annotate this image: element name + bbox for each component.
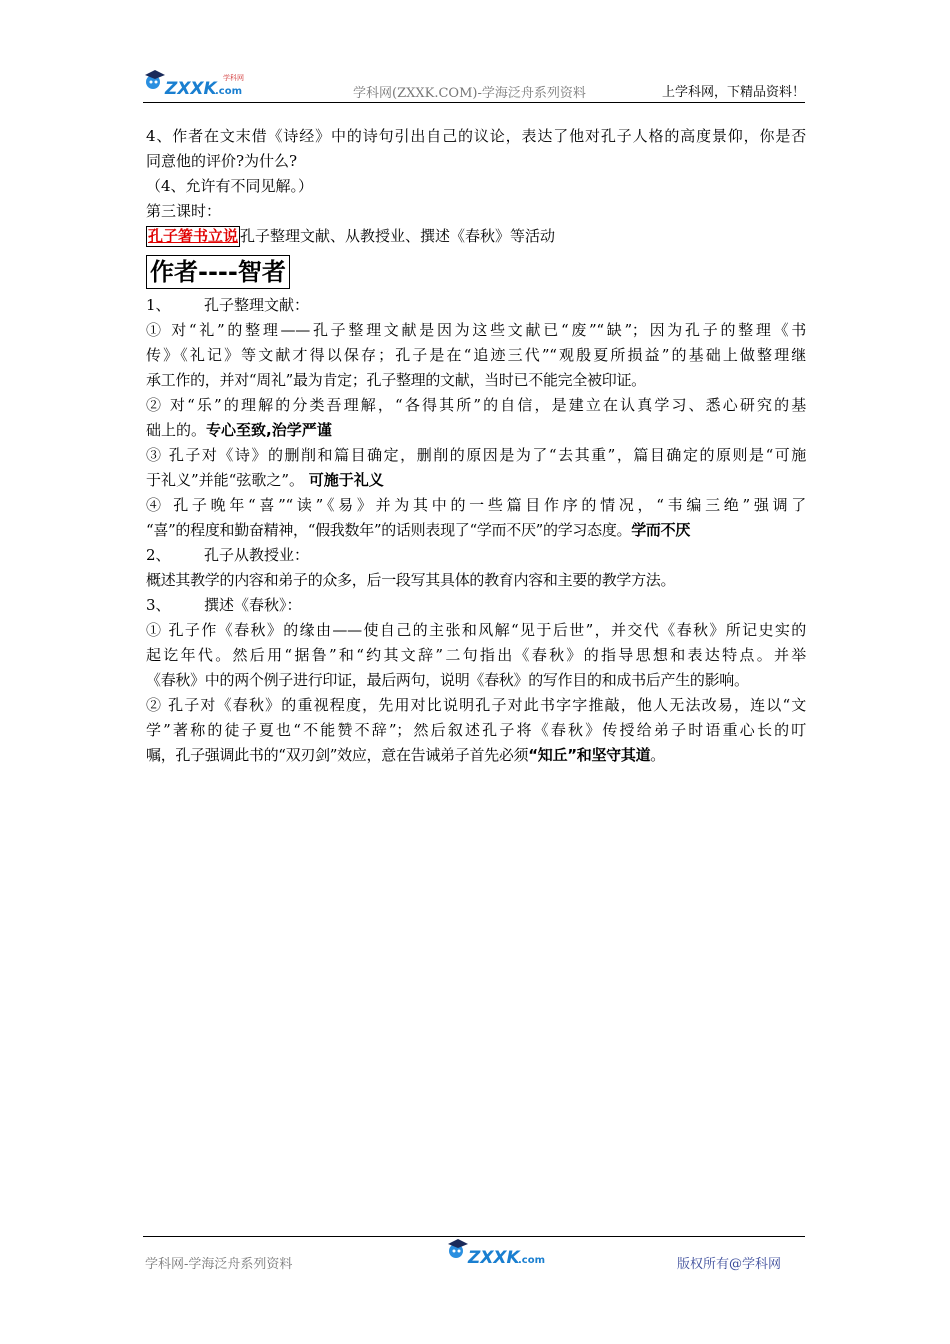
s1-p2-text: 础上的。 [146,421,207,439]
footer-zxxk-logo [446,1237,550,1269]
s1-p1-line-1: ① 对“礼”的整理——孔子整理文献是因为这些文献已“废”“缺”；因为孔子的整理《书 [146,321,806,339]
svg-text:.com: .com [215,86,243,97]
topic-text: 孔子整理文献、从教授业、撰述《春秋》等活动 [240,227,556,245]
s1-p2-bold: 专心至致,治学严谨 [206,421,332,439]
s1-p1-line-3: 承工作的，并对“周礼”最为肯定；孔子整理的文献，当时已不能完全被印证。 [146,371,646,389]
question-4-line-2: 同意他的评价?为什么? [146,152,298,170]
s3-p1-line-3: 《春秋》中的两个例子进行印证，最后两句，说明《春秋》的写作目的和成书后产生的影响。 [146,671,749,689]
lesson-topic [146,224,806,249]
s1-p4-text: “喜”的程度和勤奋精神，“假我数年”的话则表现了“学而不厌”的学习态度。 [146,521,632,539]
svg-text:ZXXK: ZXXK [165,79,217,99]
svg-text:.com: .com [518,1255,546,1266]
section-3-number: 3、 [146,596,171,614]
page-header [143,66,805,103]
s1-p2-line-2 [146,418,806,443]
s1-p3-text: 于礼义”并能“弦歌之”。 [146,471,305,489]
header-slogan: 上学科网，下精品资料！ [661,85,805,100]
s3-p2-end: 。 [650,746,665,764]
s3-p1-line-1: ① 孔子作《春秋》的缘由——使自己的主张和风解“见于后世”，并交代《春秋》所记史实的 [146,621,806,639]
section-2-number: 2、 [146,546,171,564]
s1-p3-bold: 可施于礼义 [308,471,384,489]
boxed-title: 孔子箸书立说 [148,227,239,245]
page-footer [143,1236,805,1277]
section-3-heading [146,593,806,618]
s1-p4-bold: 学而不厌 [631,521,691,539]
s1-p4-line-1: ④ 孔子晚年“喜”“读”《易》并为其中的一些篇目作序的情况，“韦编三绝”强调了 [146,496,806,514]
s1-p3-line-1: ③ 孔子对《诗》的删削和篇目确定，删削的原因是为了“去其重”，篇目确定的原则是“可施 [146,446,806,464]
section-2-heading [146,543,806,568]
section-1-number: 1、 [146,296,171,314]
section-2-title: 孔子从教授业： [204,546,310,564]
question-4-answer: （4、允许有不同见解。） [146,177,314,195]
header-center-text: 学科网(ZXXK.COM)-学海泛舟系列资料 [353,86,586,101]
section-1-title: 孔子整理文献： [204,296,310,314]
section-1-heading [146,293,806,318]
s3-p2-bold: “知丘”和坚守其道 [528,746,651,764]
footer-left-text: 学科网-学海泛舟系列资料 [145,1257,293,1272]
question-4-line-1: 4、作者在文末借《诗经》中的诗句引出自己的议论，表达了他对孔子人格的高度景仰，你是否 [146,127,806,145]
document-body [146,124,806,768]
section-3-title: 撰述《春秋》： [204,596,302,614]
logo-cn-text: 学科网 [223,74,244,82]
s1-p4-line-2 [146,518,806,543]
s1-p1-line-2: 传》《礼记》等文献才得以保存；孔子是在“追迹三代”“观殷夏所损益”的基础上做整理继 [146,346,806,364]
s3-p2-line-1: ② 孔子对《春秋》的重视程度，先用对比说明孔子对此书字字推敲，他人无法改易，连以“文 [146,696,806,714]
section-2-text: 概述其教学的内容和弟子的众多，后一段写其具体的教育内容和主要的教学方法。 [146,571,676,589]
s3-p2-text: 嘱，孔子强调此书的“双刃剑”效应，意在告诫弟子首先必须 [146,746,529,764]
svg-text:ZXXK: ZXXK [468,1248,520,1268]
s3-p1-line-2: 起讫年代。然后用“据鲁”和“约其文辞”二句指出《春秋》的指导思想和表达特点。并举 [146,646,806,664]
lesson-heading: 第三课时： [146,202,222,220]
zxxk-logo [143,68,247,100]
s1-p2-line-1: ② 对“乐”的理解的分类吾理解，“各得其所”的自信，是建立在认真学习、悉心研究的基 [146,396,806,414]
s1-p3-line-2 [146,468,806,493]
section-title: 作者----智者 [146,255,290,289]
footer-copyright: 版权所有@学科网 [676,1257,781,1272]
s3-p2-line-3 [146,743,806,768]
s3-p2-line-2: 学”著称的徒子夏也“不能赞不辞”；然后叙述孔子将《春秋》传授给弟子时语重心长的叮 [146,721,806,739]
